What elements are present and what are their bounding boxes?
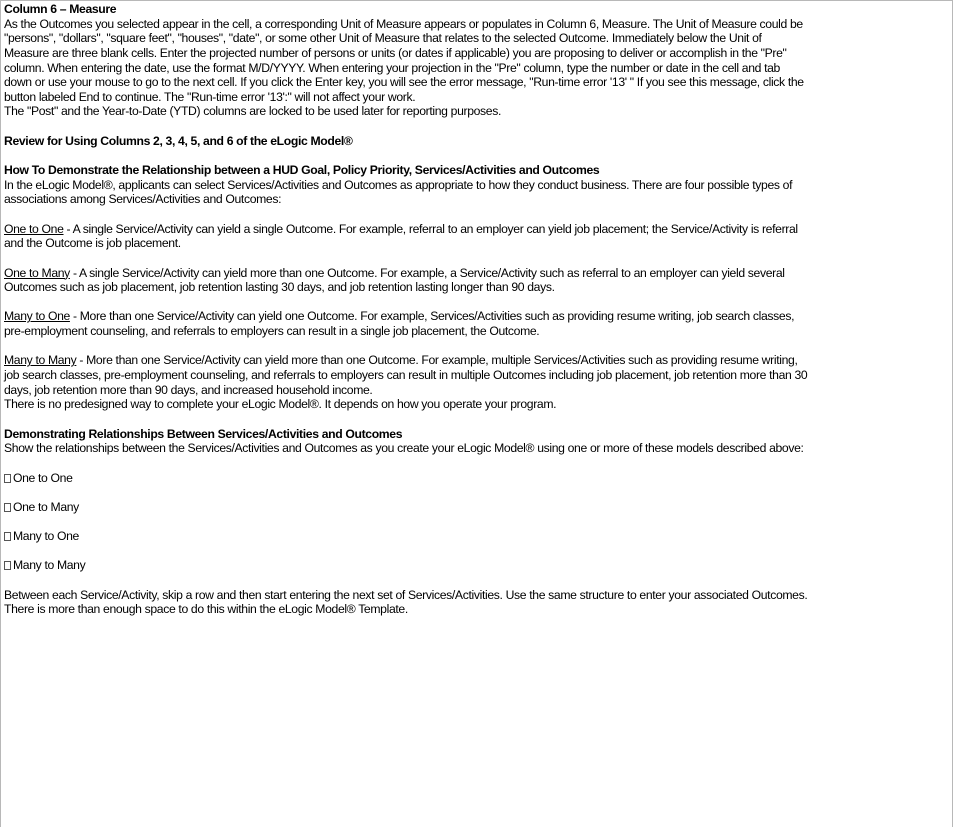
text-line	[4, 441, 807, 456]
line-text: One to Many	[13, 499, 79, 514]
text-line	[4, 368, 807, 383]
line-text: Many to Many	[13, 558, 86, 573]
line-text: There is no predesigned way to complete your eLogic Model®. It depends on how you operate your program.	[4, 397, 557, 412]
text-line	[4, 544, 807, 559]
text-line	[4, 339, 807, 354]
line-text: In the eLogic Model®, applicants can select Services/Activities and Outcomes as appropriate to how they conduct business. There are four possible types of	[4, 177, 793, 192]
line-text: Outcomes such as job placement, job retention lasting 30 days, and job retention lasting longer than 90 days.	[4, 280, 555, 295]
line-text: There is more than enough space to do this within the eLogic Model® Template.	[4, 602, 408, 617]
line-text: The "Post" and the Year-to-Date (YTD) columns are locked to be used later for reporting purposes.	[4, 104, 502, 119]
text-line	[4, 309, 807, 324]
line-text: Between each Service/Activity, skip a row and then start entering the next set of Services/Activities. Use the same structure to enter your associated Outcomes.	[4, 587, 808, 602]
text-line	[4, 602, 807, 617]
text-line	[4, 280, 807, 295]
text-line	[4, 353, 807, 368]
relationship-type-label: Many to Many	[4, 353, 77, 368]
line-text: - More than one Service/Activity can yield more than one Outcome. For example, multiple Services/Activities such as providing resume writing,	[76, 353, 798, 368]
section-heading	[4, 134, 807, 149]
line-text: job search classes, pre-employment counseling, and referrals to employers can result in multiple Outcomes including job placement, job retention more than 30	[4, 368, 808, 383]
text-line	[4, 178, 807, 193]
text-line	[4, 397, 807, 412]
line-text: As the Outcomes you selected appear in the cell, a corresponding Unit of Measure appears or populates in Column 6, Measure. The Unit of Measure could be	[4, 16, 803, 31]
line-text: One to One	[13, 470, 73, 485]
cell-text	[4, 2, 807, 617]
line-text: and the Outcome is job placement.	[4, 236, 181, 251]
text-line	[4, 104, 807, 119]
text-line	[4, 236, 807, 251]
text-line	[4, 90, 807, 105]
text-line	[4, 573, 807, 588]
text-line	[4, 222, 807, 237]
checkbox-glyph-icon	[4, 561, 11, 570]
line-text: button labeled End to continue. The "Run-time error '13':" will not affect your work.	[4, 89, 416, 104]
line-text: down or use your mouse to go to the next cell. If you click the Enter key, you will see the error message, "Run-time error '13' " If you see this message, click the	[4, 75, 804, 90]
text-line	[4, 295, 807, 310]
text-line	[4, 207, 807, 222]
text-line	[4, 485, 807, 500]
section-heading	[4, 2, 807, 17]
text-line	[4, 514, 807, 529]
text-line	[4, 324, 807, 339]
line-text: Column 6 – Measure	[4, 2, 117, 16]
relationship-type-label: One to Many	[4, 265, 70, 280]
text-line	[4, 456, 807, 471]
line-text: - A single Service/Activity can yield more than one Outcome. For example, a Service/Activity such as referral to an employer can yield several	[69, 265, 785, 280]
checkbox-glyph-icon	[4, 503, 11, 512]
text-line	[4, 266, 807, 281]
relationship-type-label: One to One	[4, 221, 64, 236]
text-line	[4, 17, 807, 32]
section-heading	[4, 427, 807, 442]
line-text: - A single Service/Activity can yield a single Outcome. For example, referral to an employer can yield job placement; the Service/Activity is referral	[63, 221, 798, 236]
text-line	[4, 500, 807, 515]
line-text: - More than one Service/Activity can yield one Outcome. For example, Services/Activities such as providing resume writing, job search classes,	[69, 309, 795, 324]
text-line	[4, 61, 807, 76]
text-line	[4, 251, 807, 266]
text-line	[4, 46, 807, 61]
text-line	[4, 31, 807, 46]
text-line	[4, 558, 807, 573]
line-text: How To Demonstrate the Relationship between a HUD Goal, Policy Priority, Services/Activities and Outcomes	[4, 163, 600, 178]
relationship-type-label: Many to One	[4, 309, 70, 324]
line-text: Review for Using Columns 2, 3, 4, 5, and 6 of the eLogic Model®	[4, 133, 353, 148]
text-line	[4, 148, 807, 163]
line-text: associations among Services/Activities and Outcomes:	[4, 192, 282, 207]
text-line	[4, 75, 807, 90]
line-text: "persons", "dollars", "square feet", "houses", "date", or some other Unit of Measure that relates to the selected Outcome. Immediately below the Unit of	[4, 31, 762, 46]
line-text: Many to One	[13, 529, 79, 544]
line-text: days, job retention more than 90 days, and increased household income.	[4, 382, 373, 397]
text-line	[4, 119, 807, 134]
text-line	[4, 588, 807, 603]
line-text: Demonstrating Relationships Between Services/Activities and Outcomes	[4, 426, 403, 441]
line-text: column. When entering the date, use the format M/D/YYYY. When entering your projection in the "Pre" column, type the number or date in the cell and tab	[4, 60, 780, 75]
section-heading	[4, 163, 807, 178]
text-line	[4, 471, 807, 486]
text-line	[4, 383, 807, 398]
line-text: pre-employment counseling, and referrals to employers can result in a single job placement, the Outcome.	[4, 324, 540, 339]
checkbox-glyph-icon	[4, 474, 11, 483]
line-text: Show the relationships between the Services/Activities and Outcomes as you create your eLogic Model® using one or more of these models described above:	[4, 441, 804, 456]
text-line	[4, 529, 807, 544]
text-line	[4, 412, 807, 427]
line-text: Measure are three blank cells. Enter the projected number of persons or units (or dates if applicable) you are proposing to deliver or accomplish in the "Pre"	[4, 45, 787, 60]
checkbox-glyph-icon	[4, 532, 11, 541]
text-line	[4, 192, 807, 207]
